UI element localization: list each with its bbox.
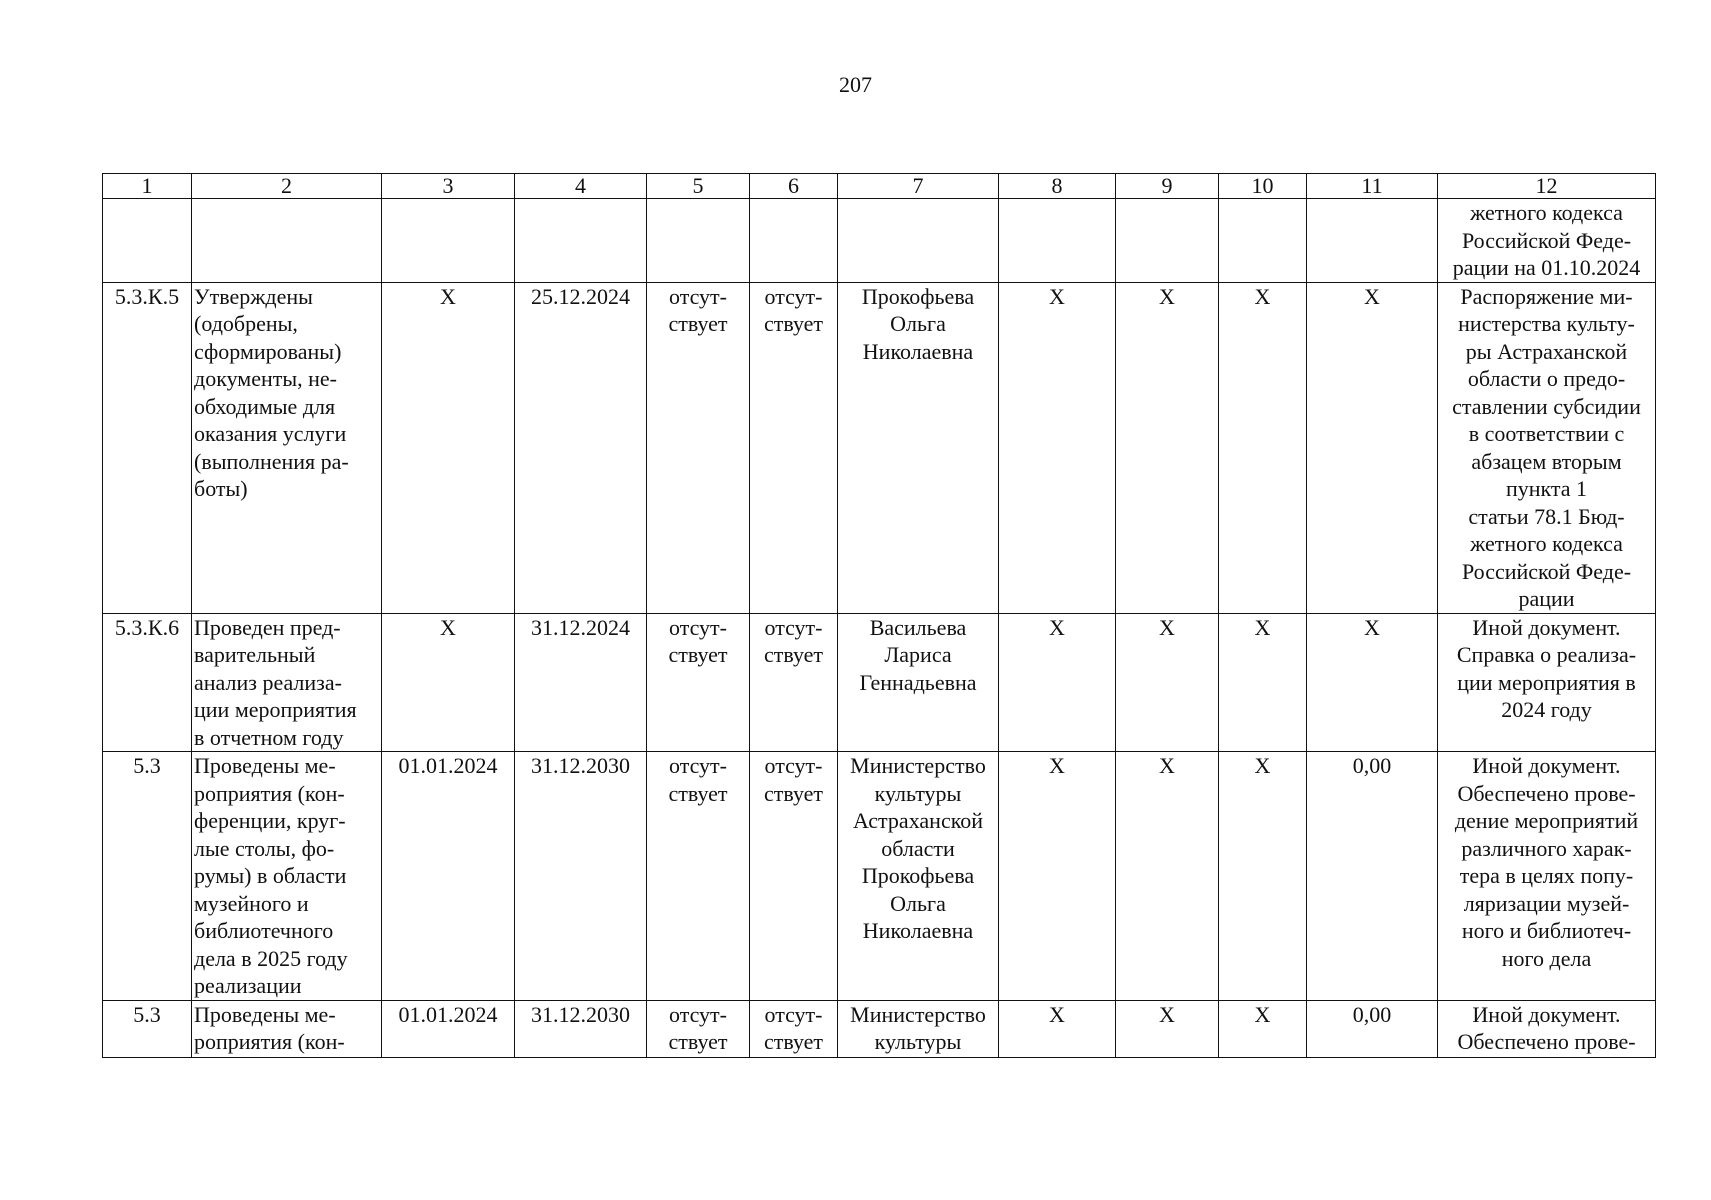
cell-event: Проведены ме- роприятия (кон- ференции, круг- лые столы, фо- румы) в области музейного и библиотечного дела в 2025 году реализации <box>192 752 382 1001</box>
cell-col6: отсут- ствует <box>750 752 838 1001</box>
header-cell: 7 <box>838 174 999 199</box>
cell-start-date: 01.01.2024 <box>382 752 515 1001</box>
table-row <box>103 613 1656 752</box>
document-table <box>102 173 1656 1058</box>
cell-col11 <box>1307 199 1438 283</box>
header-cell: 9 <box>1116 174 1219 199</box>
cell-number: 5.3 <box>103 1000 192 1057</box>
header-cell: 1 <box>103 174 192 199</box>
cell-col8: X <box>999 282 1116 613</box>
cell-start-date <box>382 199 515 283</box>
cell-number: 5.3.К.6 <box>103 613 192 752</box>
cell-event: Проведен пред- варительный анализ реализа- ции мероприятия в отчетном году <box>192 613 382 752</box>
cell-col10 <box>1219 199 1307 283</box>
cell-document: Иной документ. Обеспечено прове- дение мероприятий различного харак- тера в целях попу- ляризации музей- ного и библиотеч- ного дела <box>1438 752 1656 1001</box>
cell-col10: X <box>1219 282 1307 613</box>
cell-responsible: Министерство культуры Астраханской области Прокофьева Ольга Николаевна <box>838 752 999 1001</box>
header-cell: 2 <box>192 174 382 199</box>
cell-col5: отсут- ствует <box>647 752 750 1001</box>
cell-col9: X <box>1116 1000 1219 1057</box>
cell-col11: X <box>1307 282 1438 613</box>
table-row <box>103 1000 1656 1057</box>
cell-responsible: Министерство культуры <box>838 1000 999 1057</box>
cell-col6: отсут- ствует <box>750 282 838 613</box>
cell-col8: X <box>999 1000 1116 1057</box>
table-row <box>103 752 1656 1001</box>
cell-col11: 0,00 <box>1307 752 1438 1001</box>
cell-col8: X <box>999 752 1116 1001</box>
cell-col8: X <box>999 613 1116 752</box>
header-cell: 8 <box>999 174 1116 199</box>
header-row <box>103 174 1656 199</box>
cell-col5 <box>647 199 750 283</box>
cell-col9: X <box>1116 752 1219 1001</box>
header-cell: 5 <box>647 174 750 199</box>
header-cell: 3 <box>382 174 515 199</box>
cell-col9 <box>1116 199 1219 283</box>
header-cell: 4 <box>515 174 647 199</box>
table-row <box>103 282 1656 613</box>
header-cell: 6 <box>750 174 838 199</box>
cell-col8 <box>999 199 1116 283</box>
cell-document: жетного кодекса Российской Феде- рации на 01.10.2024 <box>1438 199 1656 283</box>
cell-responsible: Васильева Лариса Геннадьевна <box>838 613 999 752</box>
page-number: 207 <box>839 72 872 97</box>
cell-document: Иной документ. Справка о реализа- ции мероприятия в 2024 году <box>1438 613 1656 752</box>
cell-col11: X <box>1307 613 1438 752</box>
cell-col5: отсут- ствует <box>647 1000 750 1057</box>
cell-number: 5.3 <box>103 752 192 1001</box>
cell-start-date: X <box>382 613 515 752</box>
cell-col10: X <box>1219 1000 1307 1057</box>
cell-end-date: 31.12.2030 <box>515 752 647 1001</box>
cell-end-date: 25.12.2024 <box>515 282 647 613</box>
cell-col6 <box>750 199 838 283</box>
cell-col5: отсут- ствует <box>647 613 750 752</box>
cell-number <box>103 199 192 283</box>
cell-event <box>192 199 382 283</box>
cell-end-date <box>515 199 647 283</box>
header-cell: 10 <box>1219 174 1307 199</box>
cell-responsible: Прокофьева Ольга Николаевна <box>838 282 999 613</box>
cell-document: Иной документ. Обеспечено прове- <box>1438 1000 1656 1057</box>
cell-end-date: 31.12.2030 <box>515 1000 647 1057</box>
cell-document: Распоряжение ми- нистерства культу- ры Астраханской области о предо- ставлении субсидии в соответствии с абзацем вторым пункта 1 статьи 78.1 Бюд- жетного кодекса Российской Феде- рации <box>1438 282 1656 613</box>
cell-col10: X <box>1219 613 1307 752</box>
cell-col9: X <box>1116 613 1219 752</box>
table-row <box>103 199 1656 283</box>
cell-start-date: X <box>382 282 515 613</box>
cell-number: 5.3.К.5 <box>103 282 192 613</box>
cell-col10: X <box>1219 752 1307 1001</box>
cell-event: Проведены ме- роприятия (кон- <box>192 1000 382 1057</box>
cell-col6: отсут- ствует <box>750 613 838 752</box>
cell-col5: отсут- ствует <box>647 282 750 613</box>
cell-start-date: 01.01.2024 <box>382 1000 515 1057</box>
header-cell: 11 <box>1307 174 1438 199</box>
header-cell: 12 <box>1438 174 1656 199</box>
cell-responsible <box>838 199 999 283</box>
cell-col9: X <box>1116 282 1219 613</box>
cell-event: Утверждены (одобрены, сформированы) документы, не- обходимые для оказания услуги (выполнения ра- боты) <box>192 282 382 613</box>
cell-col11: 0,00 <box>1307 1000 1438 1057</box>
cell-end-date: 31.12.2024 <box>515 613 647 752</box>
cell-col6: отсут- ствует <box>750 1000 838 1057</box>
